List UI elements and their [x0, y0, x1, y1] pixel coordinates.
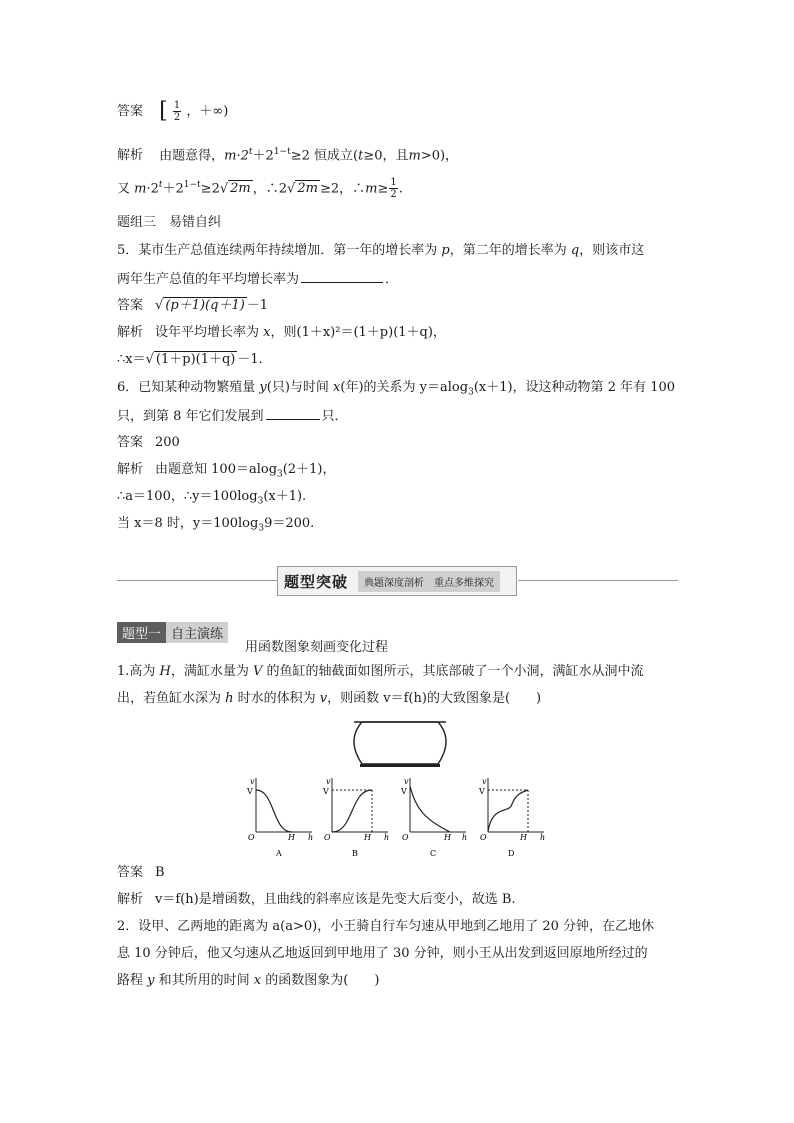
text: 5．某市生产总值连续两年持续增加．第一年的增长率为: [117, 243, 442, 258]
axis-label-v: v: [326, 777, 331, 786]
text: 路程: [117, 973, 148, 988]
answer-label: 答案: [117, 298, 144, 313]
text: V: [253, 664, 263, 679]
text: ·2: [146, 181, 159, 197]
graph-b: [322, 777, 389, 858]
graph-a: [246, 777, 313, 858]
option-label-d: D: [508, 849, 515, 858]
label-V: V: [479, 787, 485, 796]
p1-analysis: [117, 891, 516, 909]
text: 的函数图象为( ): [261, 973, 380, 988]
option-label-a: A: [276, 849, 282, 858]
origin-label: O: [324, 833, 331, 842]
graph-d: [478, 777, 545, 858]
text: h: [225, 691, 234, 706]
curve: [256, 790, 292, 832]
answer-label: 答案: [117, 865, 144, 880]
label-H: H: [520, 833, 527, 842]
section-subtitle: 用函数图象刻画变化过程: [245, 640, 389, 655]
label-H: H: [288, 833, 295, 842]
p2-line-3: [117, 972, 379, 990]
text: ≥2: [200, 181, 220, 197]
q6-analysis-3: [117, 515, 314, 538]
text: 3: [277, 469, 283, 480]
q5-line-1: [117, 242, 644, 260]
analysis-line-2: 又 $m\cdot 2^t+2^{1-t}\ge 2√$ 2m ，∴2√ 2m ≥2，∴m≥ $\frac{1}{2}$ .: [117, 177, 403, 201]
text: 6．已知某种动物繁殖量: [117, 380, 260, 395]
text: 只，到第 8 年它们发展到: [117, 409, 264, 424]
label-H: H: [444, 833, 451, 842]
p2-line-1: 2．设甲、乙两地的距离为 a(a>0)，小王骑自行车匀速从甲地到乙地用了 20 分钟，在乙地休: [117, 919, 655, 934]
q6-answer: [117, 434, 180, 452]
sqrt: (p＋1)(q＋1): [165, 298, 245, 313]
q6-analysis-1: [117, 461, 335, 484]
label-H: H: [364, 833, 371, 842]
text: ．: [385, 272, 399, 287]
analysis-label: 解析: [117, 892, 144, 907]
text: 由题意得，: [159, 148, 225, 164]
text: 时水的体积为: [233, 691, 320, 706]
fish-tank-figure: [340, 716, 460, 774]
graph-options: [240, 774, 560, 860]
label-V: V: [401, 787, 407, 796]
banner-title: 题型突破: [284, 572, 349, 591]
answer-tail: ，＋∞): [186, 104, 229, 119]
text: 又: [117, 181, 135, 197]
text: (年)的关系为 y＝alog: [340, 380, 469, 395]
text: x: [263, 325, 271, 340]
option-label-c: C: [430, 849, 437, 858]
text: .: [398, 181, 403, 197]
text: 1.高为: [117, 664, 160, 679]
divider: [117, 580, 277, 581]
text: ，则函数 v＝f(h)的大致图象是( ): [327, 691, 542, 706]
q6-line-1: [117, 379, 675, 402]
text: －1: [246, 298, 269, 313]
axis-label-v: v: [482, 777, 487, 786]
text: ＋2: [162, 181, 184, 197]
analysis-line-1: [117, 143, 458, 165]
axis-label-v: v: [250, 777, 255, 786]
text: 设年平均增长率为: [155, 325, 264, 340]
section-banner: [277, 566, 517, 596]
fraction: $\frac{1}{2}$: [390, 177, 397, 201]
curve: [488, 790, 528, 832]
text: 3: [257, 496, 264, 507]
q5-analysis-2: ∴x＝√ (1＋p)(1＋q) －1.: [117, 352, 263, 367]
axis-label-h: h: [308, 833, 314, 842]
divider: [518, 580, 678, 581]
p1-line-1: [117, 663, 644, 681]
text: ≥0，且: [363, 148, 409, 164]
q5-line-2: [117, 270, 398, 289]
sqrt: 2m: [230, 181, 251, 197]
text: x: [333, 380, 341, 395]
text: 的鱼缸的轴截面如图所示，其底部破了一个小洞，满缸水从洞中流: [262, 664, 644, 679]
label-V: V: [323, 787, 329, 796]
sqrt: 2m: [297, 181, 318, 197]
text: 3: [258, 523, 265, 534]
axis-label-h: h: [462, 833, 468, 842]
p2-line-2: 息 10 分钟后，他又匀速从乙地返回到甲地用了 30 分钟，则小王从出发到返回原地所经过的: [117, 946, 648, 961]
answer-value: B: [155, 865, 165, 880]
axis-label-h: h: [540, 833, 546, 842]
text: >0)，: [420, 148, 459, 164]
text: (2＋1)，: [282, 462, 336, 477]
text: t: [248, 147, 253, 157]
answer-label: 答案: [117, 104, 144, 119]
graph-c: [400, 777, 467, 858]
text: x: [253, 973, 262, 988]
curve: [410, 786, 450, 832]
text: q: [570, 243, 580, 258]
text: 3: [468, 387, 474, 398]
text: m: [408, 148, 421, 164]
sqrt: (1＋p)(1＋q): [155, 352, 236, 367]
q5-answer: 答案 √ (p＋1)(q＋1) －1: [117, 298, 269, 313]
text: ，第二年的增长率为: [449, 243, 571, 258]
text: 两年生产总值的年平均增长率为: [117, 272, 300, 287]
text: t: [158, 180, 163, 190]
q6-line-2: [117, 407, 348, 426]
text: y: [259, 380, 267, 395]
answer-label: 答案: [117, 435, 144, 450]
text: ，满缸水量为: [170, 664, 254, 679]
tank-base: [360, 764, 440, 767]
text: y: [147, 973, 155, 988]
text: 由题意知 100＝alog: [155, 462, 278, 477]
origin-label: O: [480, 833, 487, 842]
text: ≥: [377, 181, 389, 197]
text: 和其所用的时间: [154, 973, 254, 988]
text: v＝f(h)是增函数，且曲线的斜率应该是先变大后变小，故选 B.: [155, 892, 516, 907]
text: ∴a＝100，∴y＝100log: [117, 489, 258, 504]
text: －1.: [237, 352, 263, 367]
text: ≥2，∴: [319, 181, 366, 197]
text: ，则该市这: [579, 243, 645, 258]
p1-answer: [117, 864, 165, 882]
text: m·2: [224, 148, 249, 164]
text: 出，若鱼缸水深为: [117, 691, 226, 706]
section-tag: [117, 622, 228, 643]
text: p: [441, 243, 450, 258]
bracket: [: [159, 98, 168, 124]
text: (x＋1)，设这种动物第 2 年有 100: [473, 380, 676, 395]
text: ∴x＝: [117, 352, 146, 367]
banner-subtitle: 典题深度剖析 重点多维探究: [358, 571, 500, 592]
answer-blank: [301, 270, 383, 283]
text: ，则(1＋x)²＝(1＋p)(1＋q)，: [270, 325, 446, 340]
text: t: [358, 148, 364, 164]
tank-outline: [354, 722, 446, 764]
answer-line-1: [117, 100, 228, 123]
text: m: [134, 181, 147, 197]
answer-value: 200: [155, 435, 180, 450]
answer-blank: [266, 407, 320, 420]
text: m: [365, 181, 378, 197]
text: 只．: [321, 409, 348, 424]
text: ，∴2: [252, 181, 288, 197]
option-label-b: B: [352, 849, 358, 858]
text: 1−t: [273, 147, 291, 157]
q5-analysis-1: [117, 324, 446, 342]
analysis-label: 解析: [117, 148, 144, 164]
text: (x＋1).: [263, 489, 307, 504]
tag-secondary: 自主演练: [166, 622, 228, 643]
text: v: [319, 691, 328, 706]
text: ＋2: [252, 148, 274, 164]
text: 当 x＝8 时，y＝100log: [117, 516, 259, 531]
origin-label: O: [248, 833, 255, 842]
analysis-label: 解析: [117, 462, 144, 477]
curve: [332, 790, 372, 832]
origin-label: O: [402, 833, 409, 842]
text: ≥2 恒成立(: [290, 148, 359, 164]
text: H: [159, 664, 171, 679]
q6-analysis-2: [117, 488, 306, 511]
label-V: V: [247, 787, 253, 796]
analysis-label: 解析: [117, 325, 144, 340]
tag-primary: 题型一: [117, 622, 166, 643]
text: 9＝200.: [264, 516, 315, 531]
axis-label-v: v: [404, 777, 409, 786]
group-heading: 题组三 易错自纠: [117, 215, 222, 230]
fraction: $\frac{1}{2}$: [173, 100, 181, 123]
text: (只)与时间: [266, 380, 334, 395]
text: 1−t: [183, 180, 201, 190]
axis-label-h: h: [384, 833, 390, 842]
p1-line-2: [117, 690, 541, 708]
